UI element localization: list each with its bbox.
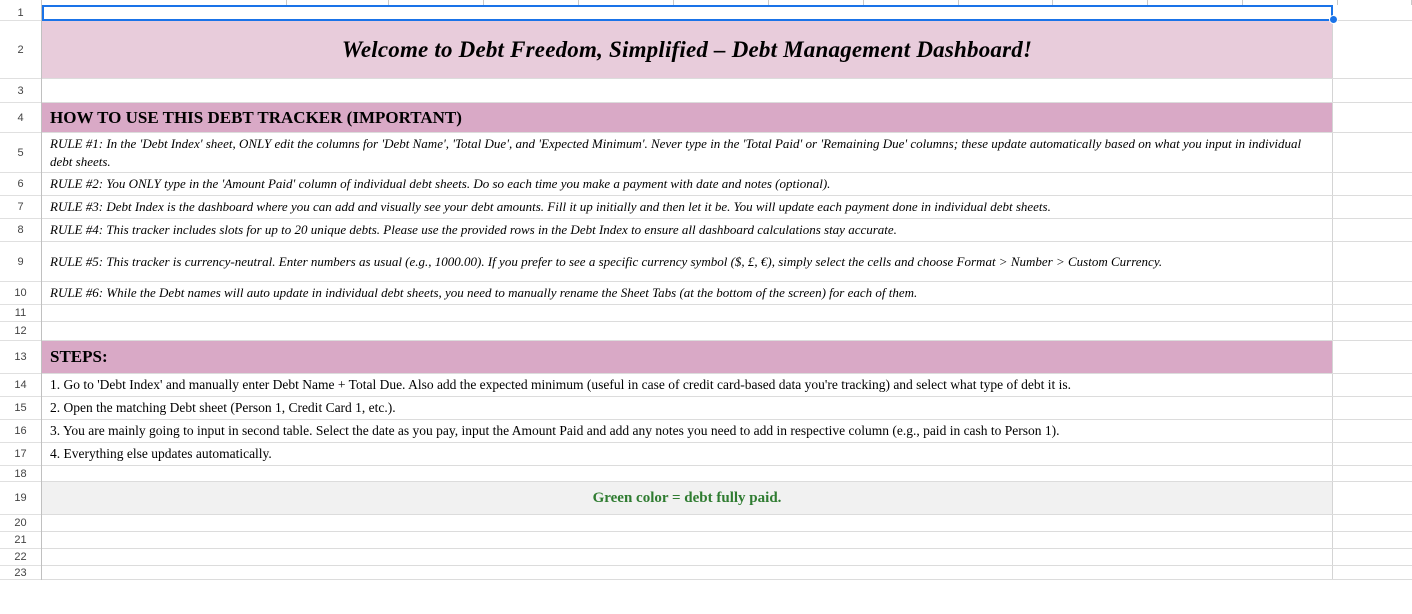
cell-row-13[interactable]: STEPS: — [42, 341, 1333, 373]
row-tail — [1333, 532, 1412, 548]
row-tail — [1333, 397, 1412, 419]
row-tail — [1333, 282, 1412, 304]
row-number[interactable]: 12 — [0, 322, 41, 341]
table-row[interactable] — [42, 443, 1412, 466]
row-tail — [1333, 466, 1412, 481]
row-number[interactable]: 21 — [0, 532, 41, 549]
grid-body[interactable] — [42, 5, 1412, 580]
table-row[interactable] — [42, 566, 1412, 580]
row-tail — [1333, 5, 1412, 20]
table-row[interactable] — [42, 282, 1412, 305]
cell-row-17[interactable]: 4. Everything else updates automatically. — [42, 443, 1333, 465]
row-number[interactable]: 4 — [0, 103, 41, 133]
row-number[interactable]: 18 — [0, 466, 41, 482]
cell-row-6[interactable]: RULE #2: You ONLY type in the 'Amount Paid' column of individual debt sheets. Do so each time you make a payment with date and notes (optional). — [42, 173, 1333, 195]
row-number[interactable]: 1 — [0, 5, 41, 21]
cell-row-19[interactable]: Green color = debt fully paid. — [42, 482, 1333, 514]
selection-fill-handle[interactable] — [1329, 15, 1338, 24]
row-tail — [1333, 305, 1412, 321]
cell-row-4[interactable]: HOW TO USE THIS DEBT TRACKER (IMPORTANT) — [42, 103, 1333, 132]
row-number[interactable]: 8 — [0, 219, 41, 242]
table-row[interactable] — [42, 305, 1412, 322]
cell-row-15[interactable]: 2. Open the matching Debt sheet (Person 1, Credit Card 1, etc.). — [42, 397, 1333, 419]
table-row[interactable] — [42, 79, 1412, 103]
cell-row-5[interactable]: RULE #1: In the 'Debt Index' sheet, ONLY edit the columns for 'Debt Name', 'Total Due', and 'Expected Minimum'. Never type in the 'Total Paid' or 'Remaining Due' columns; these update automatically based on what you input in individual debt sheets. — [42, 133, 1333, 172]
table-row[interactable] — [42, 466, 1412, 482]
row-tail — [1333, 196, 1412, 218]
row-tail — [1333, 420, 1412, 442]
table-row[interactable] — [42, 341, 1412, 374]
row-number[interactable]: 15 — [0, 397, 41, 420]
table-row[interactable] — [42, 374, 1412, 397]
row-tail — [1333, 443, 1412, 465]
cell-row-8[interactable]: RULE #4: This tracker includes slots for up to 20 unique debts. Please use the provided rows in the Debt Index to ensure all dashboard calculations stay accurate. — [42, 219, 1333, 241]
cell-row-1[interactable] — [42, 5, 1333, 20]
row-number[interactable]: 7 — [0, 196, 41, 219]
row-number[interactable]: 16 — [0, 420, 41, 443]
row-tail — [1333, 374, 1412, 396]
row-number[interactable]: 2 — [0, 21, 41, 79]
row-number[interactable]: 13 — [0, 341, 41, 374]
cell-row-3[interactable] — [42, 79, 1333, 102]
row-number[interactable]: 3 — [0, 79, 41, 103]
row-number[interactable]: 9 — [0, 242, 41, 282]
table-row[interactable] — [42, 515, 1412, 532]
table-row[interactable] — [42, 420, 1412, 443]
row-number[interactable]: 23 — [0, 566, 41, 580]
row-tail — [1333, 79, 1412, 102]
cell-row-2[interactable]: Welcome to Debt Freedom, Simplified – Debt Management Dashboard! — [42, 21, 1333, 78]
table-row[interactable] — [42, 5, 1412, 21]
table-row[interactable] — [42, 482, 1412, 515]
table-row[interactable] — [42, 21, 1412, 79]
row-number[interactable]: 14 — [0, 374, 41, 397]
table-row[interactable] — [42, 133, 1412, 173]
row-tail — [1333, 219, 1412, 241]
row-number[interactable]: 10 — [0, 282, 41, 305]
row-number[interactable]: 5 — [0, 133, 41, 173]
cell-row-16[interactable]: 3. You are mainly going to input in second table. Select the date as you pay, input the Amount Paid and add any notes you need to add in respective column (e.g., paid in cash to Person 1). — [42, 420, 1333, 442]
row-number[interactable]: 11 — [0, 305, 41, 322]
row-tail — [1333, 322, 1412, 340]
cell-row-18[interactable] — [42, 466, 1333, 481]
row-number[interactable]: 22 — [0, 549, 41, 566]
cell-row-21[interactable] — [42, 532, 1333, 548]
row-number[interactable]: 17 — [0, 443, 41, 466]
row-number-gutter[interactable] — [0, 5, 42, 580]
cell-row-10[interactable]: RULE #6: While the Debt names will auto update in individual debt sheets, you need to manually rename the Sheet Tabs (at the bottom of the screen) for each of them. — [42, 282, 1333, 304]
row-tail — [1333, 515, 1412, 531]
table-row[interactable] — [42, 549, 1412, 566]
table-row[interactable] — [42, 322, 1412, 341]
row-tail — [1333, 341, 1412, 373]
row-tail — [1333, 566, 1412, 579]
cell-row-20[interactable] — [42, 515, 1333, 531]
table-row[interactable] — [42, 242, 1412, 282]
table-row[interactable] — [42, 196, 1412, 219]
cell-row-22[interactable] — [42, 549, 1333, 565]
table-row[interactable] — [42, 173, 1412, 196]
row-tail — [1333, 133, 1412, 172]
cell-row-11[interactable] — [42, 305, 1333, 321]
table-row[interactable] — [42, 397, 1412, 420]
cell-row-23[interactable] — [42, 566, 1333, 579]
row-tail — [1333, 549, 1412, 565]
row-tail — [1333, 173, 1412, 195]
cell-row-14[interactable]: 1. Go to 'Debt Index' and manually enter Debt Name + Total Due. Also add the expected minimum (useful in case of credit card-based data you're tracking) and select what type of debt it is. — [42, 374, 1333, 396]
row-number[interactable]: 19 — [0, 482, 41, 515]
row-tail — [1333, 103, 1412, 132]
row-number[interactable]: 6 — [0, 173, 41, 196]
cell-row-9[interactable]: RULE #5: This tracker is currency-neutral. Enter numbers as usual (e.g., 1000.00). If you prefer to see a specific currency symbol ($, £, €), simply select the cells and choose Format > Number > Custom Currency. — [42, 242, 1333, 281]
table-row[interactable] — [42, 532, 1412, 549]
row-tail — [1333, 242, 1412, 281]
table-row[interactable] — [42, 103, 1412, 133]
table-row[interactable] — [42, 219, 1412, 242]
cell-row-7[interactable]: RULE #3: Debt Index is the dashboard where you can add and visually see your debt amounts. Fill it up initially and then let it be. You will update each payment done in individual debt sheets. — [42, 196, 1333, 218]
row-number[interactable]: 20 — [0, 515, 41, 532]
cell-row-12[interactable] — [42, 322, 1333, 340]
row-tail — [1333, 21, 1412, 78]
row-tail — [1333, 482, 1412, 514]
